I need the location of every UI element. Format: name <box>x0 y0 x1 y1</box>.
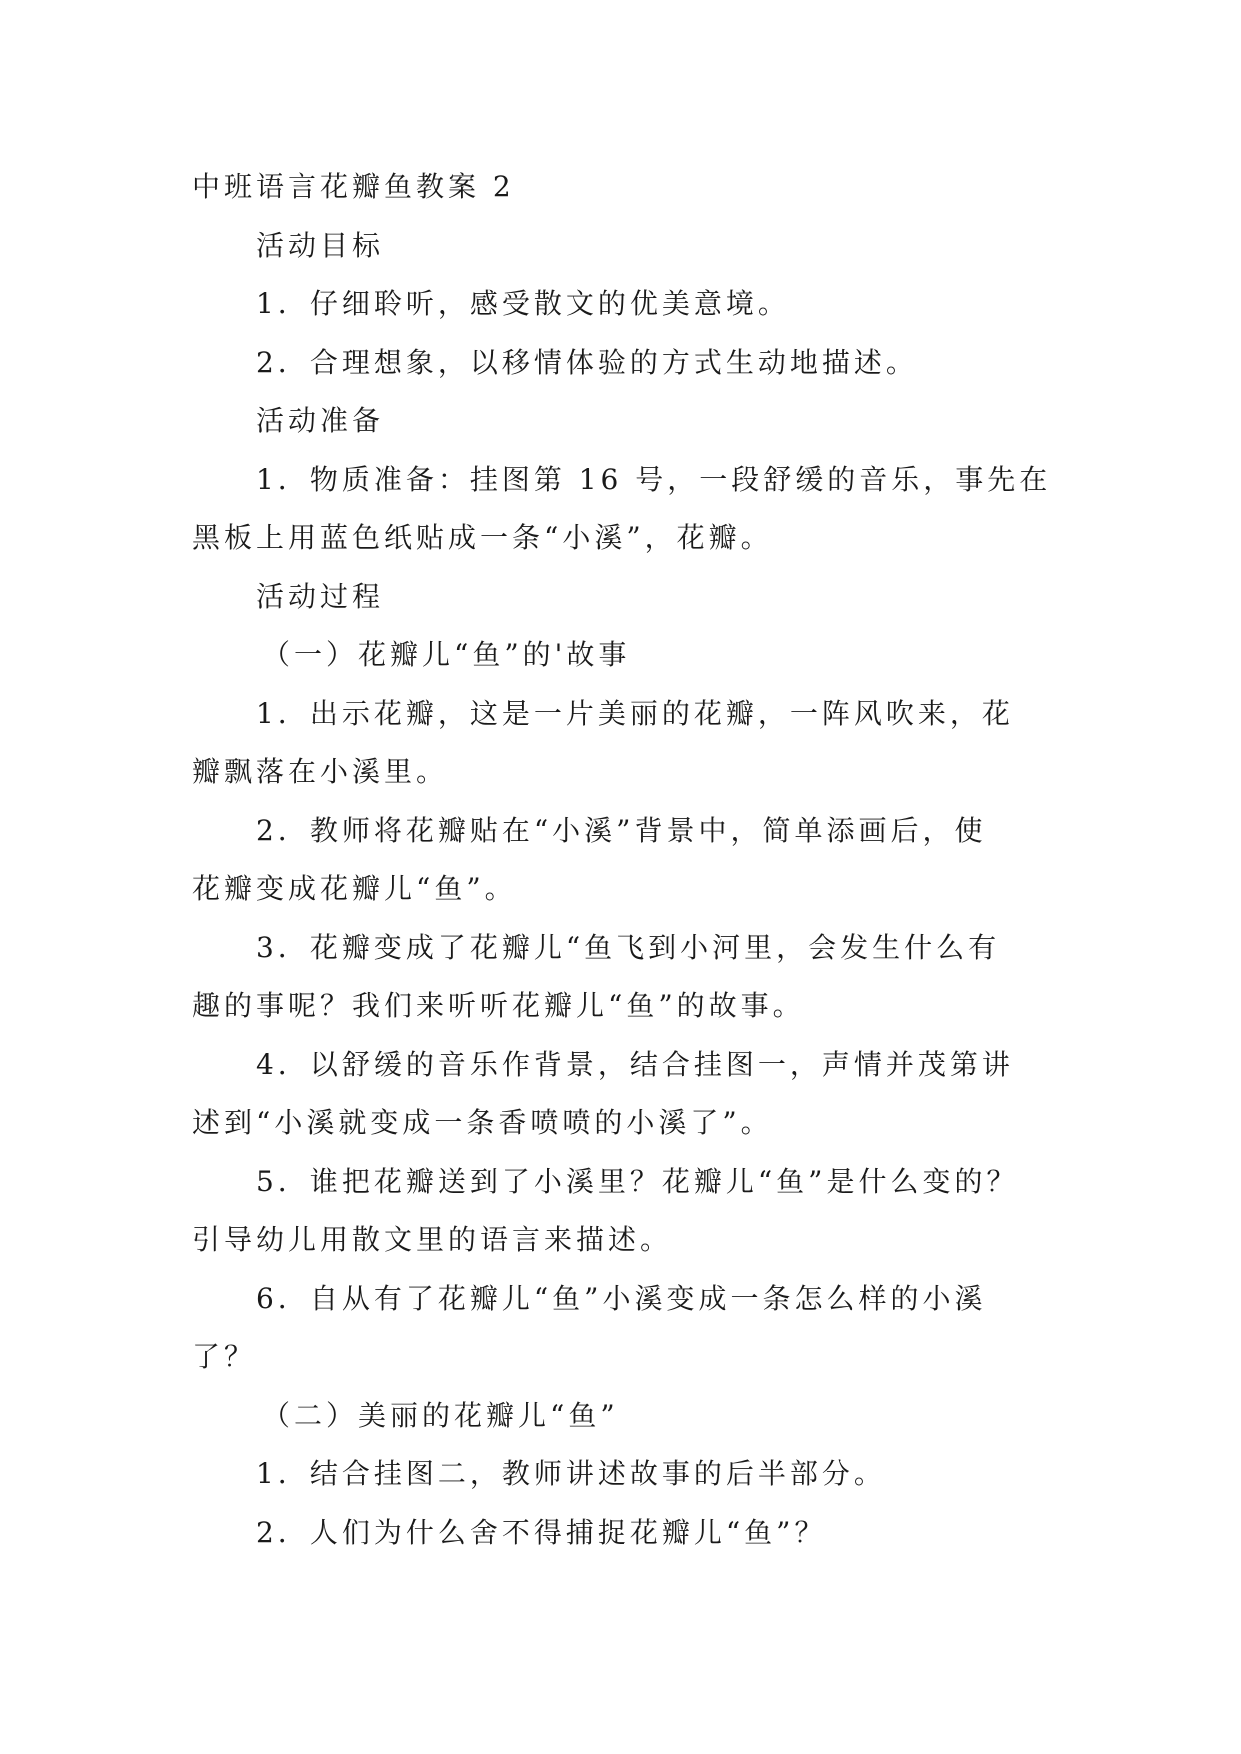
paragraph-line: 活动准备 <box>256 404 385 437</box>
paragraph-line: 活动目标 <box>256 228 385 262</box>
paragraph-line: 2．人们为什么舍不得捕捉花瓣儿“鱼”？ <box>256 1515 827 1549</box>
paragraph-line: 4．以舒缓的音乐作背景，结合挂图一，声情并茂第讲 <box>256 1047 1014 1081</box>
paragraph-line: 1．物质准备：挂图第 16 号，一段舒缓的音乐，事先在 <box>256 462 1052 496</box>
paragraph-line: 2．教师将花瓣贴在“小溪”背景中，简单添画后，使 <box>256 813 987 847</box>
paragraph-line: 黑板上用蓝色纸贴成一条“小溪”，花瓣。 <box>192 521 773 554</box>
paragraph-line: 5．谁把花瓣送到了小溪里？花瓣儿“鱼”是什么变的？ <box>256 1164 1019 1198</box>
paragraph-line: 瓣飘落在小溪里。 <box>192 755 449 788</box>
paragraph-line: 花瓣变成花瓣儿“鱼”。 <box>192 872 517 905</box>
paragraph-line: 述到“小溪就变成一条香喷喷的小溪了”。 <box>192 1106 773 1139</box>
paragraph-line: 1．结合挂图二，教师讲述故事的后半部分。 <box>256 1457 886 1490</box>
paragraph-list <box>192 217 1062 1563</box>
paragraph-line: 趣的事呢？我们来听听花瓣儿“鱼”的故事。 <box>192 989 805 1022</box>
paragraph-line: 活动过程 <box>256 579 385 613</box>
paragraph-line: （一）花瓣儿“鱼”的'故事 <box>262 638 631 671</box>
paragraph-line: 了？ <box>192 1340 257 1373</box>
paragraph-line: 1．出示花瓣，这是一片美丽的花瓣，一阵风吹来，花 <box>256 696 1014 730</box>
document-body <box>192 158 1062 1562</box>
paragraph-line: 6．自从有了花瓣儿“鱼”小溪变成一条怎么样的小溪 <box>256 1281 987 1315</box>
paragraph-line: 1．仔细聆听，感受散文的优美意境。 <box>256 287 790 320</box>
paragraph-line: 引导幼儿用散文里的语言来描述。 <box>192 1223 673 1256</box>
paragraph-line: 3．花瓣变成了花瓣儿“鱼飞到小河里，会发生什么有 <box>256 930 1001 964</box>
document-title: 中班语言花瓣鱼教案 2 <box>192 170 515 203</box>
paragraph-line: 2．合理想象，以移情体验的方式生动地描述。 <box>256 345 918 379</box>
paragraph-line: （二）美丽的花瓣儿“鱼” <box>262 1398 619 1432</box>
